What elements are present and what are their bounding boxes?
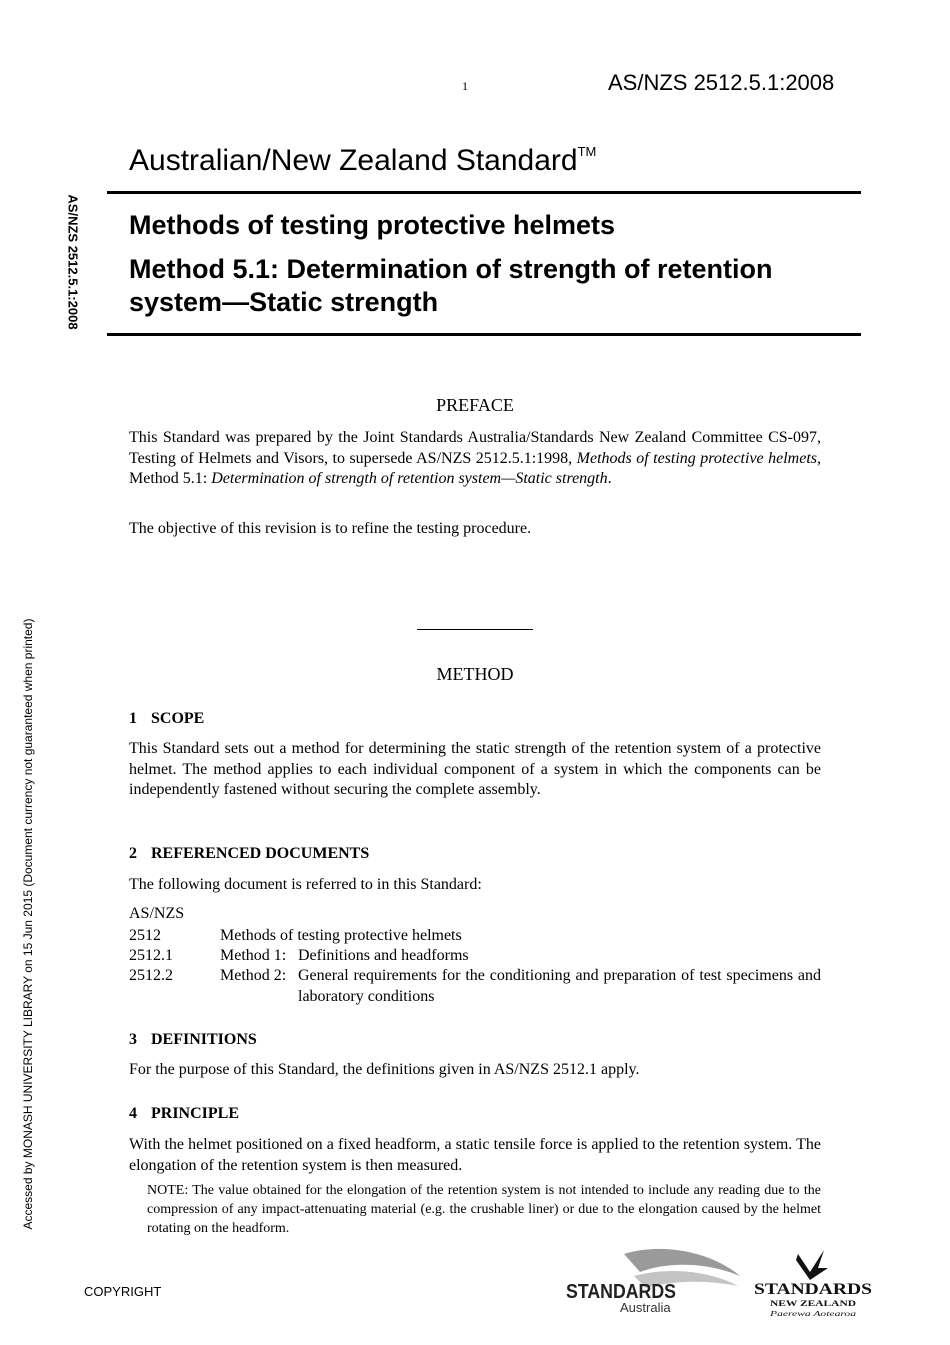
referenced-documents-intro: The following document is referred to in this Standard: <box>129 876 482 893</box>
scope-text: This Standard sets out a method for determining the static strength of the retention system of a protective helmet. The method applies to each individual component of a system in which the components can be independently fastened without securing the complete assembly. <box>129 740 821 798</box>
section-title: DEFINITIONS <box>151 1031 257 1048</box>
objective-text: The objective of this revision is to refine the testing procedure. <box>129 520 532 537</box>
preface-text <box>129 428 821 490</box>
snz-logo-maori-text: Paerewa Aotearoa <box>768 1310 857 1318</box>
section-number: 2 <box>129 845 137 862</box>
section-heading-definitions <box>129 1031 257 1049</box>
section-title: SCOPE <box>151 710 205 727</box>
snz-logo-subtext: NEW ZEALAND <box>770 1299 857 1308</box>
title-rule-top <box>107 191 861 194</box>
access-note: Accessed by MONASH UNIVERSITY LIBRARY on 15 Jun 2015 (Document currency not guaranteed when printed) <box>21 618 35 1230</box>
preface-text-part2: , Method 5.1: <box>129 449 821 487</box>
preface-text-part1: This Standard was prepared by the Joint Standards Australia/Standards New Zealand Committee CS-097, Testing of Helmets and Visors, to supersede AS/NZS 2512.5.1:1998, <box>129 429 821 467</box>
preface-text-part3: . <box>607 470 612 487</box>
side-document-code: AS/NZS 2512.5.1:2008 <box>65 194 81 330</box>
section-heading-referenced-documents <box>129 845 369 863</box>
copyright-notice: COPYRIGHT <box>84 1284 162 1299</box>
principle-text: With the helmet positioned on a fixed headform, a static tensile force is applied to the retention system. The elongation of the retention system is then measured. <box>129 1136 821 1174</box>
preface-text-italic2: Determination of strength of retention system—Static strength <box>211 470 608 487</box>
snz-logo-text: STANDARDS <box>754 1281 873 1298</box>
sa-logo-text: STANDARDS <box>566 1281 676 1303</box>
standards-new-zealand-logo <box>752 1246 874 1318</box>
main-title: Methods of testing protective helmets <box>129 210 616 240</box>
reference-method-prefix: Method 2: <box>220 967 287 984</box>
section-separator <box>417 629 533 630</box>
reference-description: General requirements for the conditioning and preparation of test specimens and laboratory conditions <box>298 967 821 1005</box>
reference-code: 2512.1 <box>129 947 173 964</box>
section-heading-principle <box>129 1105 239 1123</box>
snz-logo-mark <box>796 1250 828 1280</box>
method-title: Method 5.1: Determination of strength of retention system—Static strength <box>129 254 773 317</box>
reference-list-header: AS/NZS <box>129 905 185 922</box>
section-number: 1 <box>129 710 137 727</box>
sa-logo-subtext: Australia <box>620 1300 671 1315</box>
reference-description: Definitions and headforms <box>298 947 469 964</box>
title-rule-bottom <box>107 333 861 336</box>
definitions-text: For the purpose of this Standard, the definitions given in AS/NZS 2512.1 apply. <box>129 1061 640 1078</box>
section-number: 4 <box>129 1105 137 1122</box>
trademark-mark: TM <box>577 144 597 159</box>
preface-heading: PREFACE <box>436 395 514 415</box>
reference-code: 2512.2 <box>129 967 173 984</box>
standard-title-text: Australian/New Zealand Standard <box>129 144 578 177</box>
section-number: 3 <box>129 1031 137 1048</box>
document-code: AS/NZS 2512.5.1:2008 <box>608 70 835 95</box>
section-title: REFERENCED DOCUMENTS <box>151 845 370 862</box>
reference-code: 2512 <box>129 927 161 944</box>
standards-australia-logo <box>562 1246 742 1316</box>
reference-description: Methods of testing protective helmets <box>220 927 462 944</box>
preface-text-italic1: Methods of testing protective helmets <box>576 449 817 467</box>
reference-method-prefix: Method 1: <box>220 947 287 964</box>
method-heading: METHOD <box>436 664 514 684</box>
page-number: 1 <box>462 79 468 93</box>
section-title: PRINCIPLE <box>151 1105 240 1122</box>
principle-note: NOTE: The value obtained for the elongation of the retention system is not intended to include any reading due to the compression of any impact-attenuating material (e.g. the crushable liner) or due to the elongation caused by the helmet rotating on the headform. <box>147 1183 821 1236</box>
section-heading-scope <box>129 710 204 728</box>
standard-title <box>129 144 596 178</box>
